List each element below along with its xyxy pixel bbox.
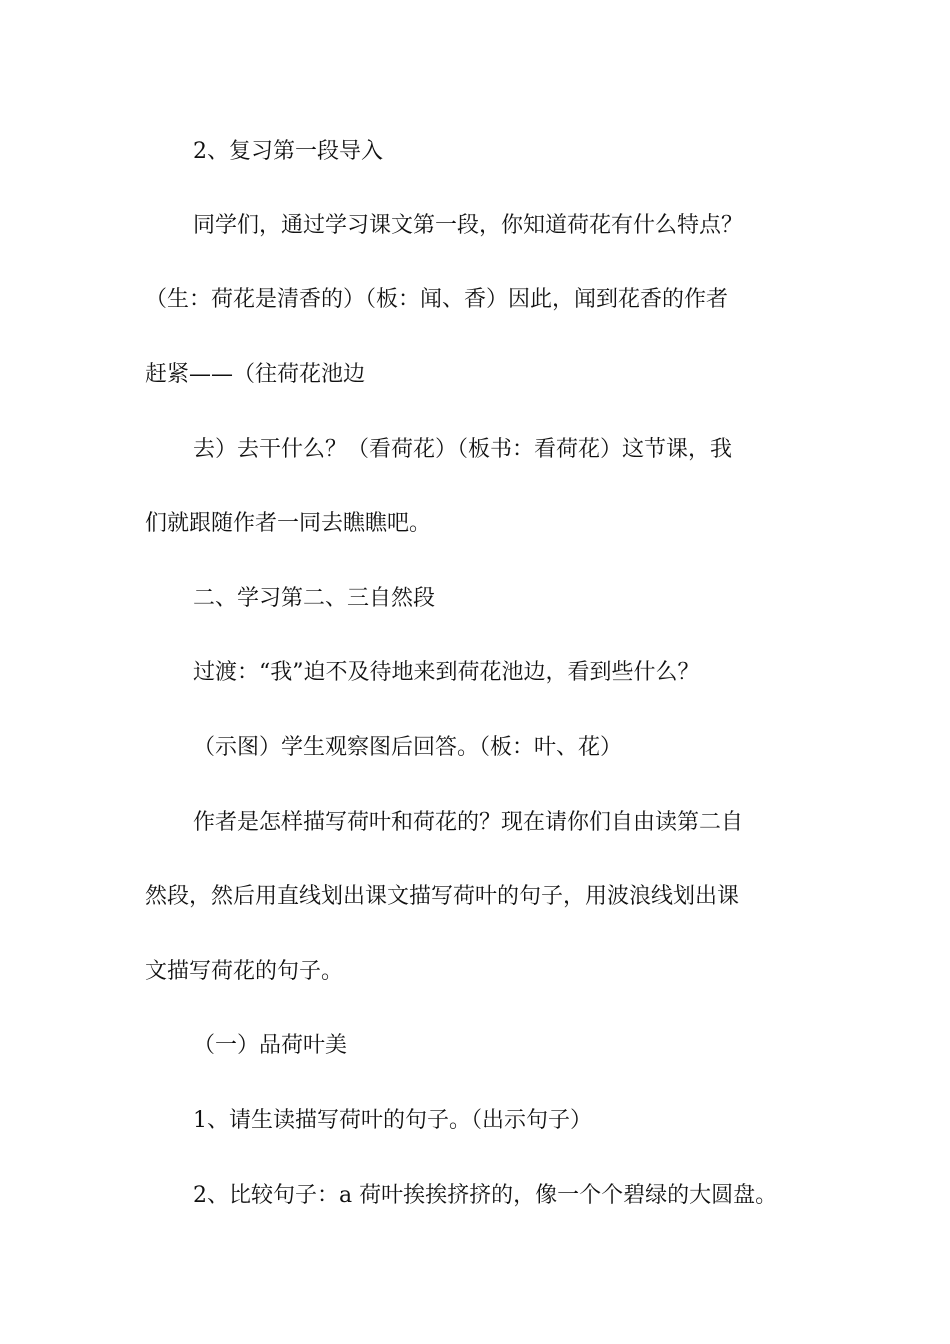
text-line: 去）去干什么？（看荷花）（板书：看荷花）这节课，我 <box>193 437 733 462</box>
text-line: 过渡：“我”迫不及待地来到荷花池边，看到些什么？ <box>193 660 700 685</box>
subsection-heading: （一）品荷叶美 <box>193 1033 348 1058</box>
text-line: 2、比较句子：a 荷叶挨挨挤挤的，像一个个碧绿的大圆盘。 <box>193 1183 778 1208</box>
text-line: （生：荷花是清香的）（板：闻、香）因此，闻到花香的作者 <box>145 287 729 312</box>
text-line: 作者是怎样描写荷叶和荷花的？现在请你们自由读第二自 <box>193 810 744 835</box>
text-line: 然段，然后用直线划出课文描写荷叶的句子，用波浪线划出课 <box>145 884 740 909</box>
text-line: 1、请生读描写荷叶的句子。（出示句子） <box>193 1108 592 1133</box>
text-line: 2、复习第一段导入 <box>193 139 383 164</box>
section-heading: 二、学习第二、三自然段 <box>193 586 436 611</box>
text-line: （示图）学生观察图后回答。（板：叶、花） <box>193 735 623 760</box>
text-line: 赶紧——（往荷花池边 <box>145 362 366 387</box>
text-line: 同学们，通过学习课文第一段，你知道荷花有什么特点？ <box>193 213 744 238</box>
text-line: 们就跟随作者一同去瞧瞧吧。 <box>145 511 432 536</box>
text-line: 文描写荷花的句子。 <box>145 959 344 984</box>
